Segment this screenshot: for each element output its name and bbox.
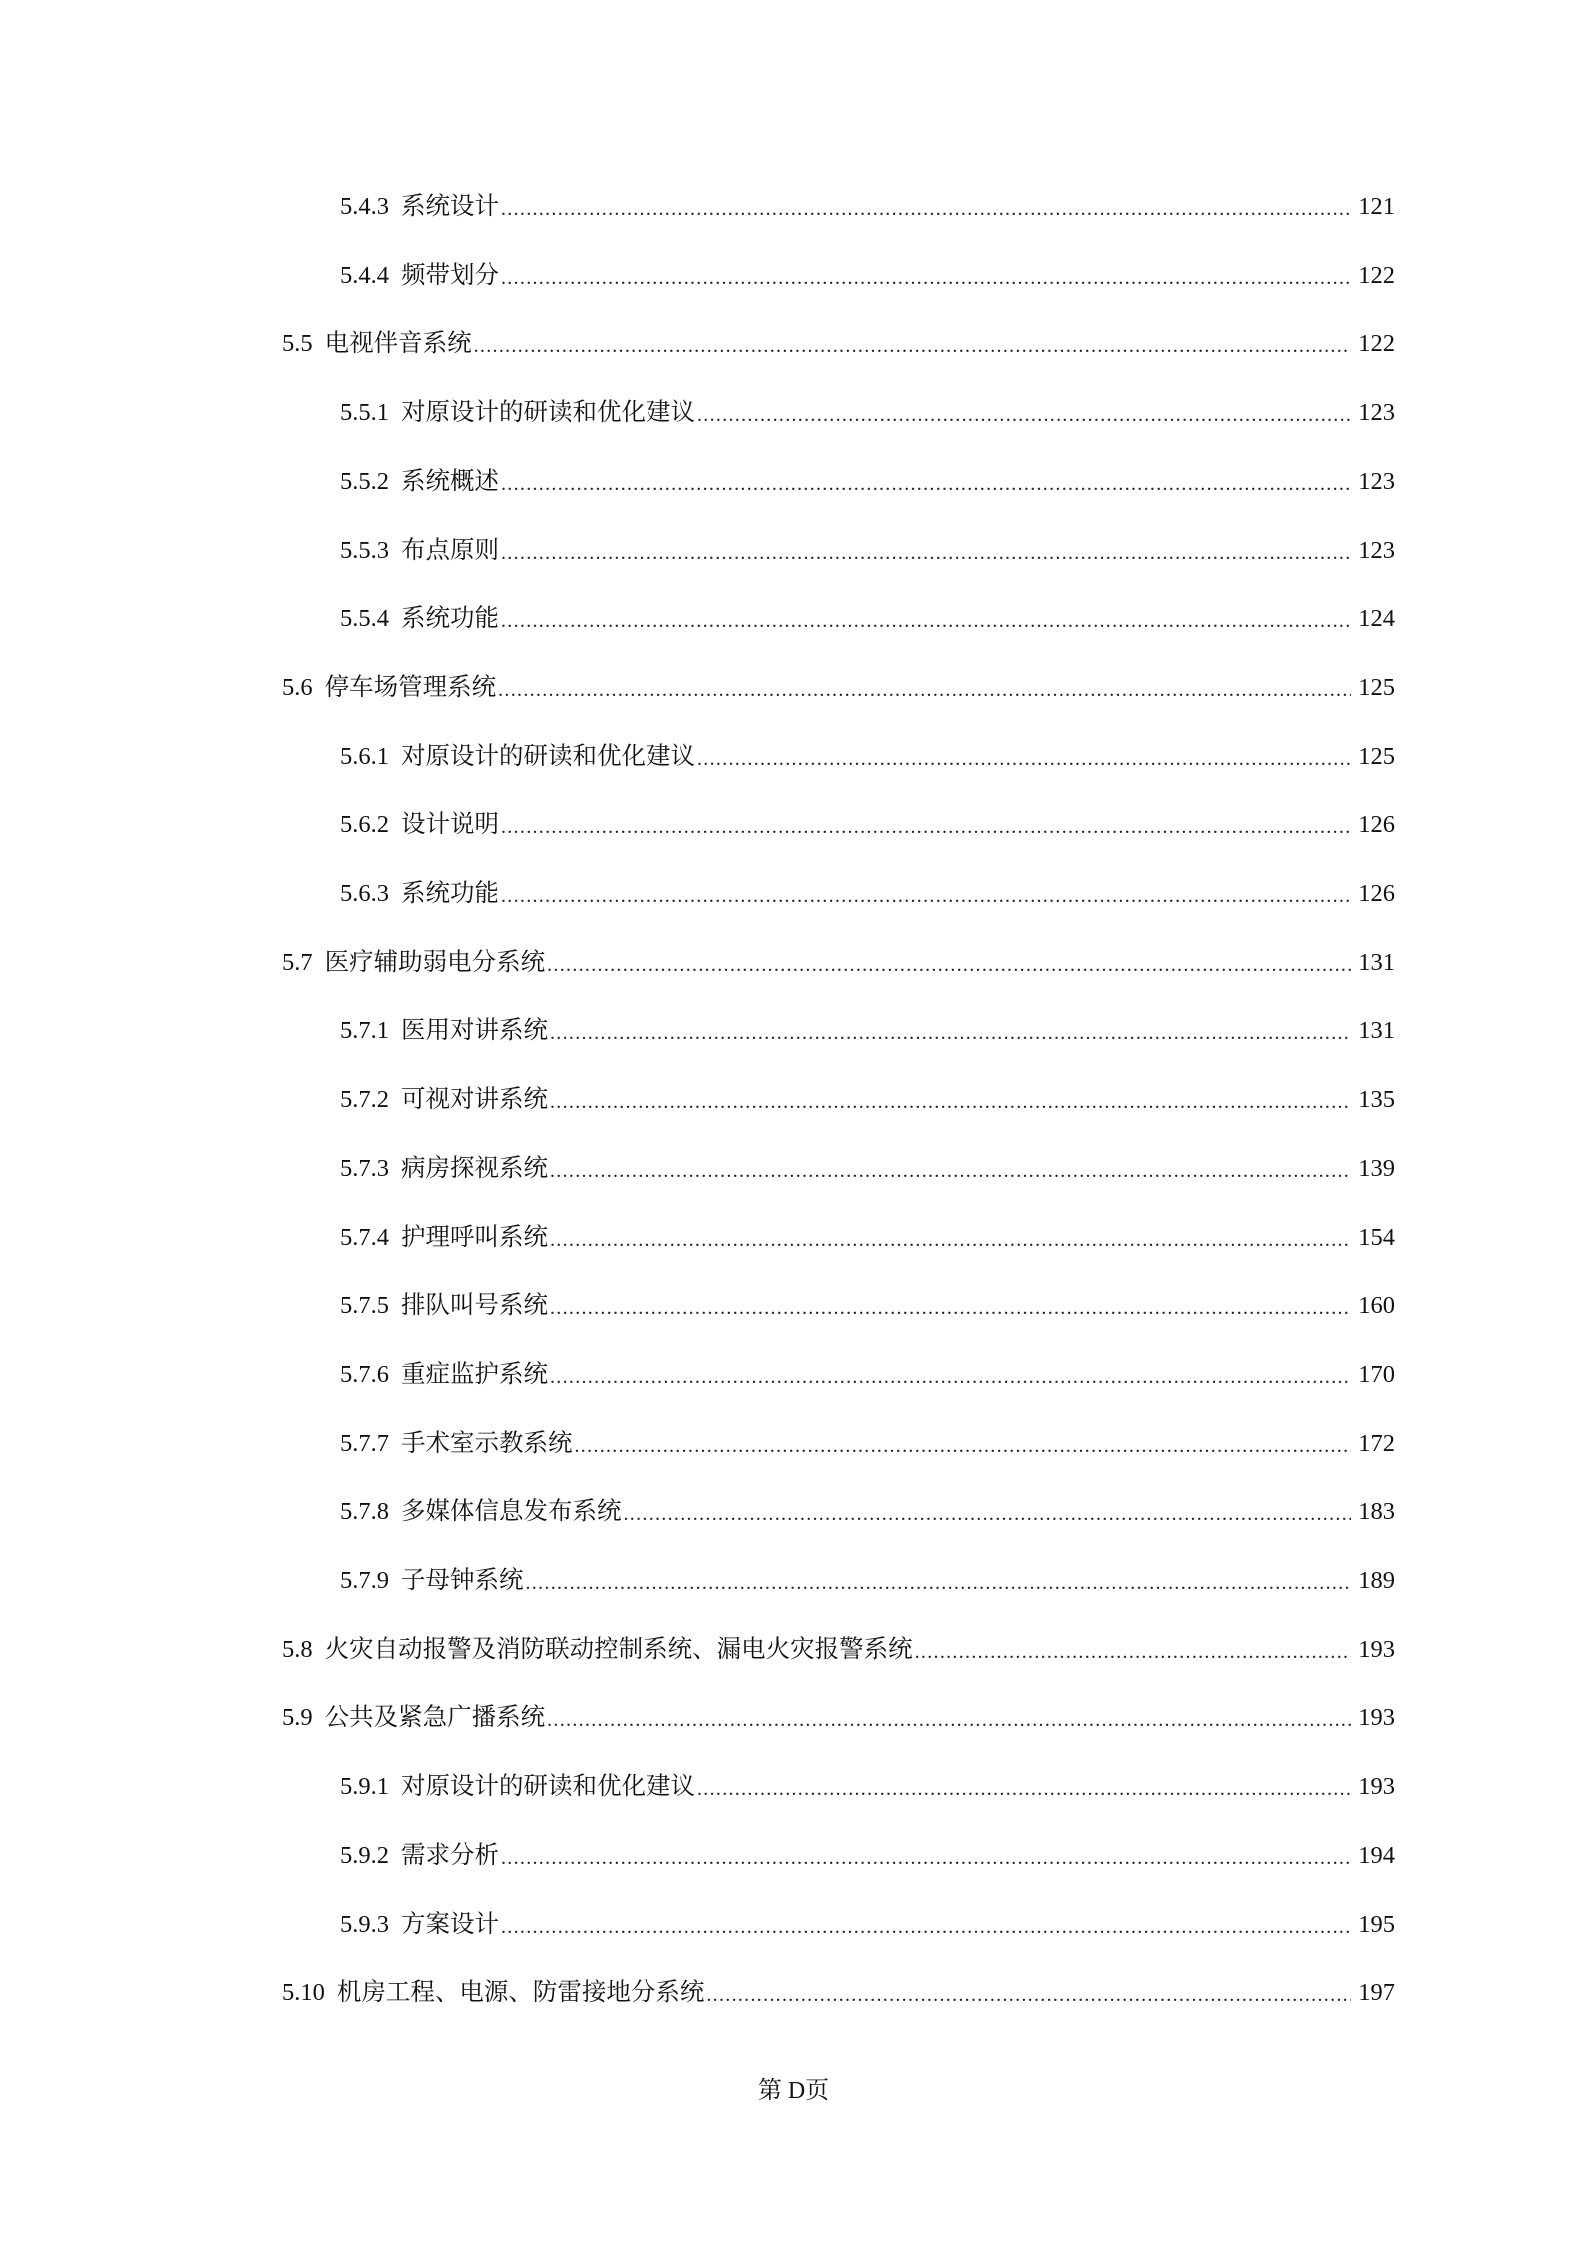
toc-entry-title: 可视对讲系统 bbox=[401, 1086, 548, 1114]
dot-leader bbox=[474, 333, 1351, 359]
dot-leader bbox=[501, 1845, 1351, 1871]
dot-leader bbox=[501, 265, 1351, 291]
toc-entry-number: 5.5.3 bbox=[340, 536, 389, 564]
toc-entry-title: 公共及紧急广播系统 bbox=[324, 1704, 546, 1732]
toc-entry-number: 5.7.2 bbox=[340, 1086, 389, 1114]
toc-entry-title: 频带划分 bbox=[401, 261, 499, 289]
toc-entry[interactable] bbox=[282, 1689, 1395, 1733]
toc-entry-title: 系统功能 bbox=[401, 880, 499, 907]
toc-entry-page: 123 bbox=[1358, 467, 1395, 495]
toc-entry-number: 5.6.1 bbox=[340, 742, 389, 770]
toc-entry-title: 系统设计 bbox=[401, 193, 499, 220]
page-footer bbox=[0, 2070, 1587, 2105]
toc-entry-title: 排队叫号系统 bbox=[401, 1292, 548, 1320]
toc-entry-number: 5.5 bbox=[282, 330, 313, 358]
toc-entry[interactable] bbox=[340, 1896, 1395, 1940]
dot-leader bbox=[501, 1914, 1351, 1940]
dot-leader bbox=[526, 1570, 1352, 1596]
toc-entry-title: 需求分析 bbox=[401, 1841, 499, 1869]
dot-leader bbox=[915, 1639, 1351, 1665]
toc-entry-title: 医用对讲系统 bbox=[401, 1017, 548, 1045]
toc-entry[interactable] bbox=[340, 728, 1395, 772]
toc-entry-title: 方案设计 bbox=[401, 1910, 499, 1938]
dot-leader bbox=[697, 402, 1351, 428]
toc-entry-page: 123 bbox=[1358, 536, 1395, 564]
toc-entry[interactable] bbox=[282, 659, 1395, 703]
toc-entry[interactable] bbox=[340, 1140, 1395, 1184]
dot-leader bbox=[501, 814, 1351, 840]
toc-entry-page: 197 bbox=[1358, 1979, 1395, 2007]
toc-entry-title: 多媒体信息发布系统 bbox=[401, 1498, 622, 1526]
toc-entry[interactable] bbox=[282, 1964, 1395, 2008]
toc-entry-page: 195 bbox=[1358, 1910, 1395, 1938]
toc-entry[interactable] bbox=[282, 934, 1395, 978]
toc-entry[interactable] bbox=[340, 1415, 1395, 1459]
toc-entry-number: 5.4.3 bbox=[340, 193, 389, 220]
toc-entry[interactable] bbox=[340, 796, 1395, 840]
toc-entry[interactable] bbox=[340, 590, 1395, 634]
toc-entry-page: 193 bbox=[1358, 1704, 1395, 1732]
toc-entry-number: 5.6 bbox=[282, 673, 313, 701]
toc-entry-page: 172 bbox=[1358, 1429, 1395, 1457]
toc-entry-title: 子母钟系统 bbox=[401, 1567, 524, 1594]
dot-leader bbox=[501, 540, 1351, 566]
toc-entry[interactable] bbox=[340, 247, 1395, 291]
toc-entry-number: 5.7.7 bbox=[340, 1429, 389, 1457]
toc-entry-page: 121 bbox=[1358, 193, 1395, 220]
toc-entry-number: 5.5.4 bbox=[340, 605, 389, 633]
toc-entry[interactable] bbox=[340, 522, 1395, 566]
toc-entry[interactable] bbox=[282, 1621, 1395, 1665]
dot-leader bbox=[501, 608, 1351, 634]
toc-entry-page: 139 bbox=[1358, 1154, 1395, 1182]
toc-entry-page: 126 bbox=[1358, 811, 1395, 839]
dot-leader bbox=[550, 1295, 1351, 1321]
toc-entry-number: 5.7.9 bbox=[340, 1567, 389, 1594]
dot-leader bbox=[550, 1158, 1351, 1184]
toc-entry-title: 手术室示教系统 bbox=[401, 1429, 573, 1457]
dot-leader bbox=[498, 677, 1351, 703]
toc-entry-page: 125 bbox=[1358, 742, 1395, 770]
toc-entry-number: 5.8 bbox=[282, 1635, 313, 1663]
toc-entry-page: 131 bbox=[1358, 1017, 1395, 1045]
toc-entry-number: 5.5.2 bbox=[340, 467, 389, 495]
toc-entry-title: 病房探视系统 bbox=[401, 1154, 548, 1182]
toc-entry-title: 重症监护系统 bbox=[401, 1360, 548, 1388]
toc-entry[interactable] bbox=[340, 1552, 1395, 1596]
dot-leader bbox=[547, 1707, 1351, 1733]
toc-entry[interactable] bbox=[340, 1827, 1395, 1871]
toc-entry[interactable] bbox=[282, 315, 1395, 359]
dot-leader bbox=[697, 1776, 1351, 1802]
dot-leader bbox=[547, 952, 1351, 978]
toc-entry-number: 5.7 bbox=[282, 948, 313, 976]
dot-leader bbox=[575, 1433, 1352, 1459]
dot-leader bbox=[697, 746, 1351, 772]
toc-entry-number: 5.9.1 bbox=[340, 1773, 389, 1801]
toc-entry-title: 设计说明 bbox=[401, 811, 499, 839]
dot-leader bbox=[501, 471, 1351, 497]
toc-entry-page: 193 bbox=[1358, 1773, 1395, 1801]
toc-entry-page: 131 bbox=[1358, 948, 1395, 976]
toc-entry[interactable] bbox=[340, 384, 1395, 428]
toc-entry-title: 停车场管理系统 bbox=[324, 673, 497, 701]
toc-entry-page: 193 bbox=[1358, 1635, 1395, 1663]
toc-entry[interactable] bbox=[340, 1758, 1395, 1802]
toc-entry-title: 对原设计的研读和优化建议 bbox=[401, 399, 695, 427]
toc-entry-title: 对原设计的研读和优化建议 bbox=[401, 1773, 695, 1801]
toc-entry-number: 5.9.3 bbox=[340, 1910, 389, 1938]
toc-entry-number: 5.5.1 bbox=[340, 399, 389, 427]
toc-entry-number: 5.7.8 bbox=[340, 1498, 389, 1526]
dot-leader bbox=[550, 1364, 1351, 1390]
toc-entry-number: 5.7.3 bbox=[340, 1154, 389, 1182]
toc-entry-number: 5.6.3 bbox=[340, 880, 389, 907]
toc-entry-title: 系统功能 bbox=[401, 605, 499, 633]
toc-entry-page: 183 bbox=[1358, 1498, 1395, 1526]
toc-entry-number: 5.6.2 bbox=[340, 811, 389, 839]
toc-entry-page: 170 bbox=[1358, 1360, 1395, 1388]
dot-leader bbox=[501, 196, 1351, 222]
toc-entry-number: 5.7.1 bbox=[340, 1017, 389, 1045]
toc-entry[interactable] bbox=[340, 865, 1395, 909]
toc-entry-title: 对原设计的研读和优化建议 bbox=[401, 742, 695, 770]
toc-entry-title: 系统概述 bbox=[401, 467, 499, 495]
toc-entry-number: 5.9.2 bbox=[340, 1841, 389, 1869]
dot-leader bbox=[501, 883, 1351, 909]
toc-entry-number: 5.10 bbox=[282, 1979, 325, 2007]
toc-entry-title: 电视伴音系统 bbox=[324, 330, 472, 358]
toc-entry-number: 5.4.4 bbox=[340, 261, 389, 289]
toc-entry-title: 护理呼叫系统 bbox=[401, 1223, 548, 1251]
toc-entry-page: 135 bbox=[1358, 1086, 1395, 1114]
page-number-label: 第 D页 bbox=[757, 2078, 830, 2104]
toc-entry-number: 5.9 bbox=[282, 1704, 313, 1732]
toc-entry[interactable] bbox=[340, 178, 1395, 222]
toc-entry-page: 160 bbox=[1358, 1292, 1395, 1320]
toc-entry-number: 5.7.5 bbox=[340, 1292, 389, 1320]
toc-entry-page: 189 bbox=[1358, 1567, 1395, 1594]
toc-entry[interactable] bbox=[340, 1002, 1395, 1046]
toc-entry-page: 126 bbox=[1358, 880, 1395, 907]
toc-entry-title: 布点原则 bbox=[401, 536, 499, 564]
toc-entry-number: 5.7.6 bbox=[340, 1360, 389, 1388]
toc-entry-page: 122 bbox=[1358, 330, 1395, 358]
toc-entry[interactable] bbox=[340, 453, 1395, 497]
toc-entry[interactable] bbox=[340, 1071, 1395, 1115]
dot-leader bbox=[550, 1089, 1351, 1115]
toc-entry-number: 5.7.4 bbox=[340, 1223, 389, 1251]
toc-entry[interactable] bbox=[340, 1209, 1395, 1253]
toc-entry[interactable] bbox=[340, 1277, 1395, 1321]
dot-leader bbox=[550, 1227, 1351, 1253]
toc-entry-title: 机房工程、电源、防雷接地分系统 bbox=[336, 1979, 705, 2007]
toc-entry-page: 154 bbox=[1358, 1223, 1395, 1251]
toc-entry-page: 123 bbox=[1358, 399, 1395, 427]
dot-leader bbox=[550, 1020, 1351, 1046]
toc-entry-title: 医疗辅助弱电分系统 bbox=[324, 948, 546, 976]
toc-entry-title: 火灾自动报警及消防联动控制系统、漏电火灾报警系统 bbox=[324, 1635, 913, 1663]
toc-entry-page: 124 bbox=[1358, 605, 1395, 633]
toc-entry-page: 194 bbox=[1358, 1841, 1395, 1869]
toc-entry-page: 122 bbox=[1358, 261, 1395, 289]
dot-leader bbox=[624, 1501, 1352, 1527]
toc-entry[interactable] bbox=[340, 1346, 1395, 1390]
dot-leader bbox=[706, 1982, 1351, 2008]
toc-entry[interactable] bbox=[340, 1483, 1395, 1527]
toc-entry-page: 125 bbox=[1358, 673, 1395, 701]
